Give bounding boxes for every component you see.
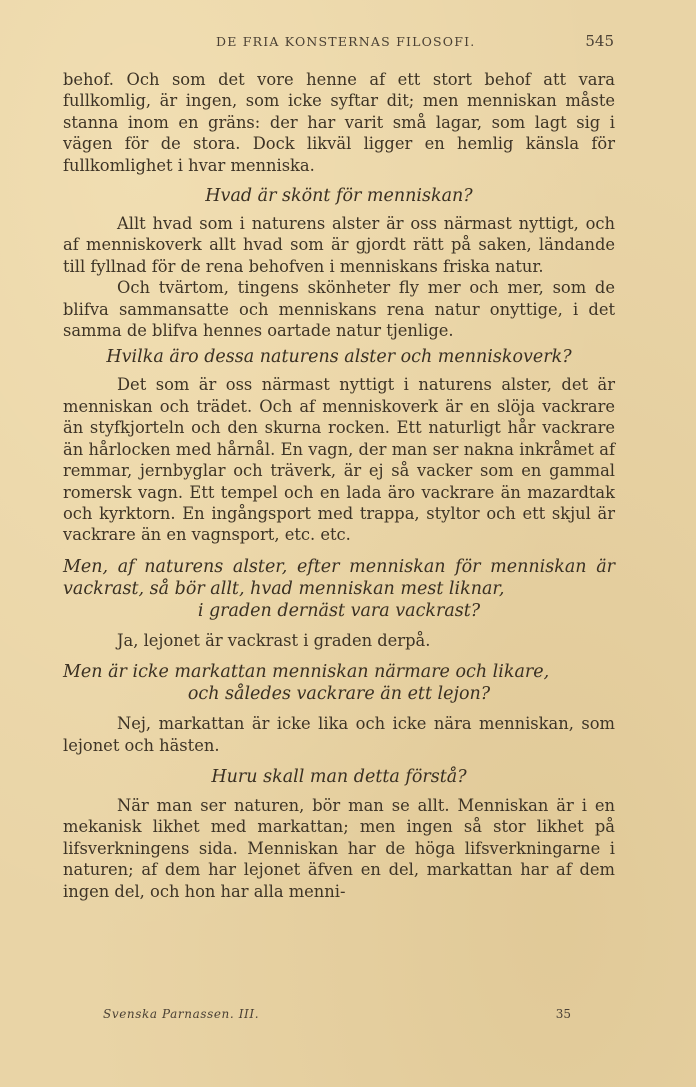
signature-mark: 35 (555, 1007, 571, 1021)
signature-line: Svenska Parnassen. III. (103, 1007, 260, 1021)
question-text: Men, af naturens alster, efter menniskan för menniskan är vackrast, så bör allt, hvad menniskan mest liknar, (63, 556, 615, 599)
paragraph: Ja, lejonet är vackrast i graden derpå. (117, 630, 431, 650)
question-text-last-line: och således vackrare än ett lejon? (187, 684, 491, 705)
paragraph: Och tvärtom, tingens skönheter fly mer och mer, som de blifva sammansatte och menniskans rena natur onyttige, i det samma de blifva hennes oartade natur tjenlige. (63, 278, 615, 341)
running-title: DE FRIA KONSTERNAS FILOSOFI. (216, 34, 476, 49)
question-block (63, 661, 615, 705)
page-footer (0, 1007, 696, 1027)
paragraph: När man ser naturen, bör man se allt. Menniskan är i en mekanisk likhet med markattan; men ingen så stor likhet på lifsverkningens sida. Menniskan har de höga lifsverkningarne i naturen; af dem har lejonet äfven en del, markattan har af dem ingen del, och hon har alla menni- (63, 795, 615, 901)
section-heading: Hvilka äro dessa naturens alster och menniskoverk? (106, 347, 572, 368)
paragraph: Nej, markattan är icke lika och icke nära menniskan, som lejonet och hästen. (63, 714, 615, 755)
question-text: Men är icke markattan menniskan närmare och likare, (63, 662, 550, 683)
section-heading: Huru skall man detta förstå? (211, 766, 467, 787)
paragraph: Det som är oss närmast nyttigt i naturens alster, det är menniskan och trädet. Och af menniskoverk är en slöja vackrare än styfkjorteln och den skurna rocken. Ett naturligt hår vackrare än hårlocken med hårnål. En vagn, der man ser nakna inkråmet af remmar, jernbyglar och träverk, är ej så vacker som en gammal romersk vagn. Ett tempel och en lada äro vackrare än mazardtak och kyrktorn. En ingångsport med trappa, styltor och ett skjul är vackrare än en vagnsport, etc. etc. (63, 375, 615, 545)
text-block (63, 69, 615, 902)
section-heading: Hvad är skönt för menniskan? (205, 186, 473, 207)
paragraph: behof. Och som det vore henne af ett stort behof att vara fullkomlig, är ingen, som icke syftar dit; men menniskan måste stanna inom en gräns: der har varit små lagar, som lagt sig i vägen för de stora. Dock likväl ligger en hemlig känsla för fullkomlighet i hvar menniska. (63, 70, 615, 175)
running-head (0, 32, 696, 52)
question-block (63, 556, 615, 622)
question-text-last-line: i graden dernäst vara vackrast? (197, 600, 481, 621)
page-number: 545 (585, 32, 614, 50)
paragraph: Allt hvad som i naturens alster är oss närmast nyttigt, och af menniskoverk allt hvad som är gjordt rätt på saken, ländande till fyllnad för de rena behofven i menniskans friska natur. (63, 214, 615, 276)
